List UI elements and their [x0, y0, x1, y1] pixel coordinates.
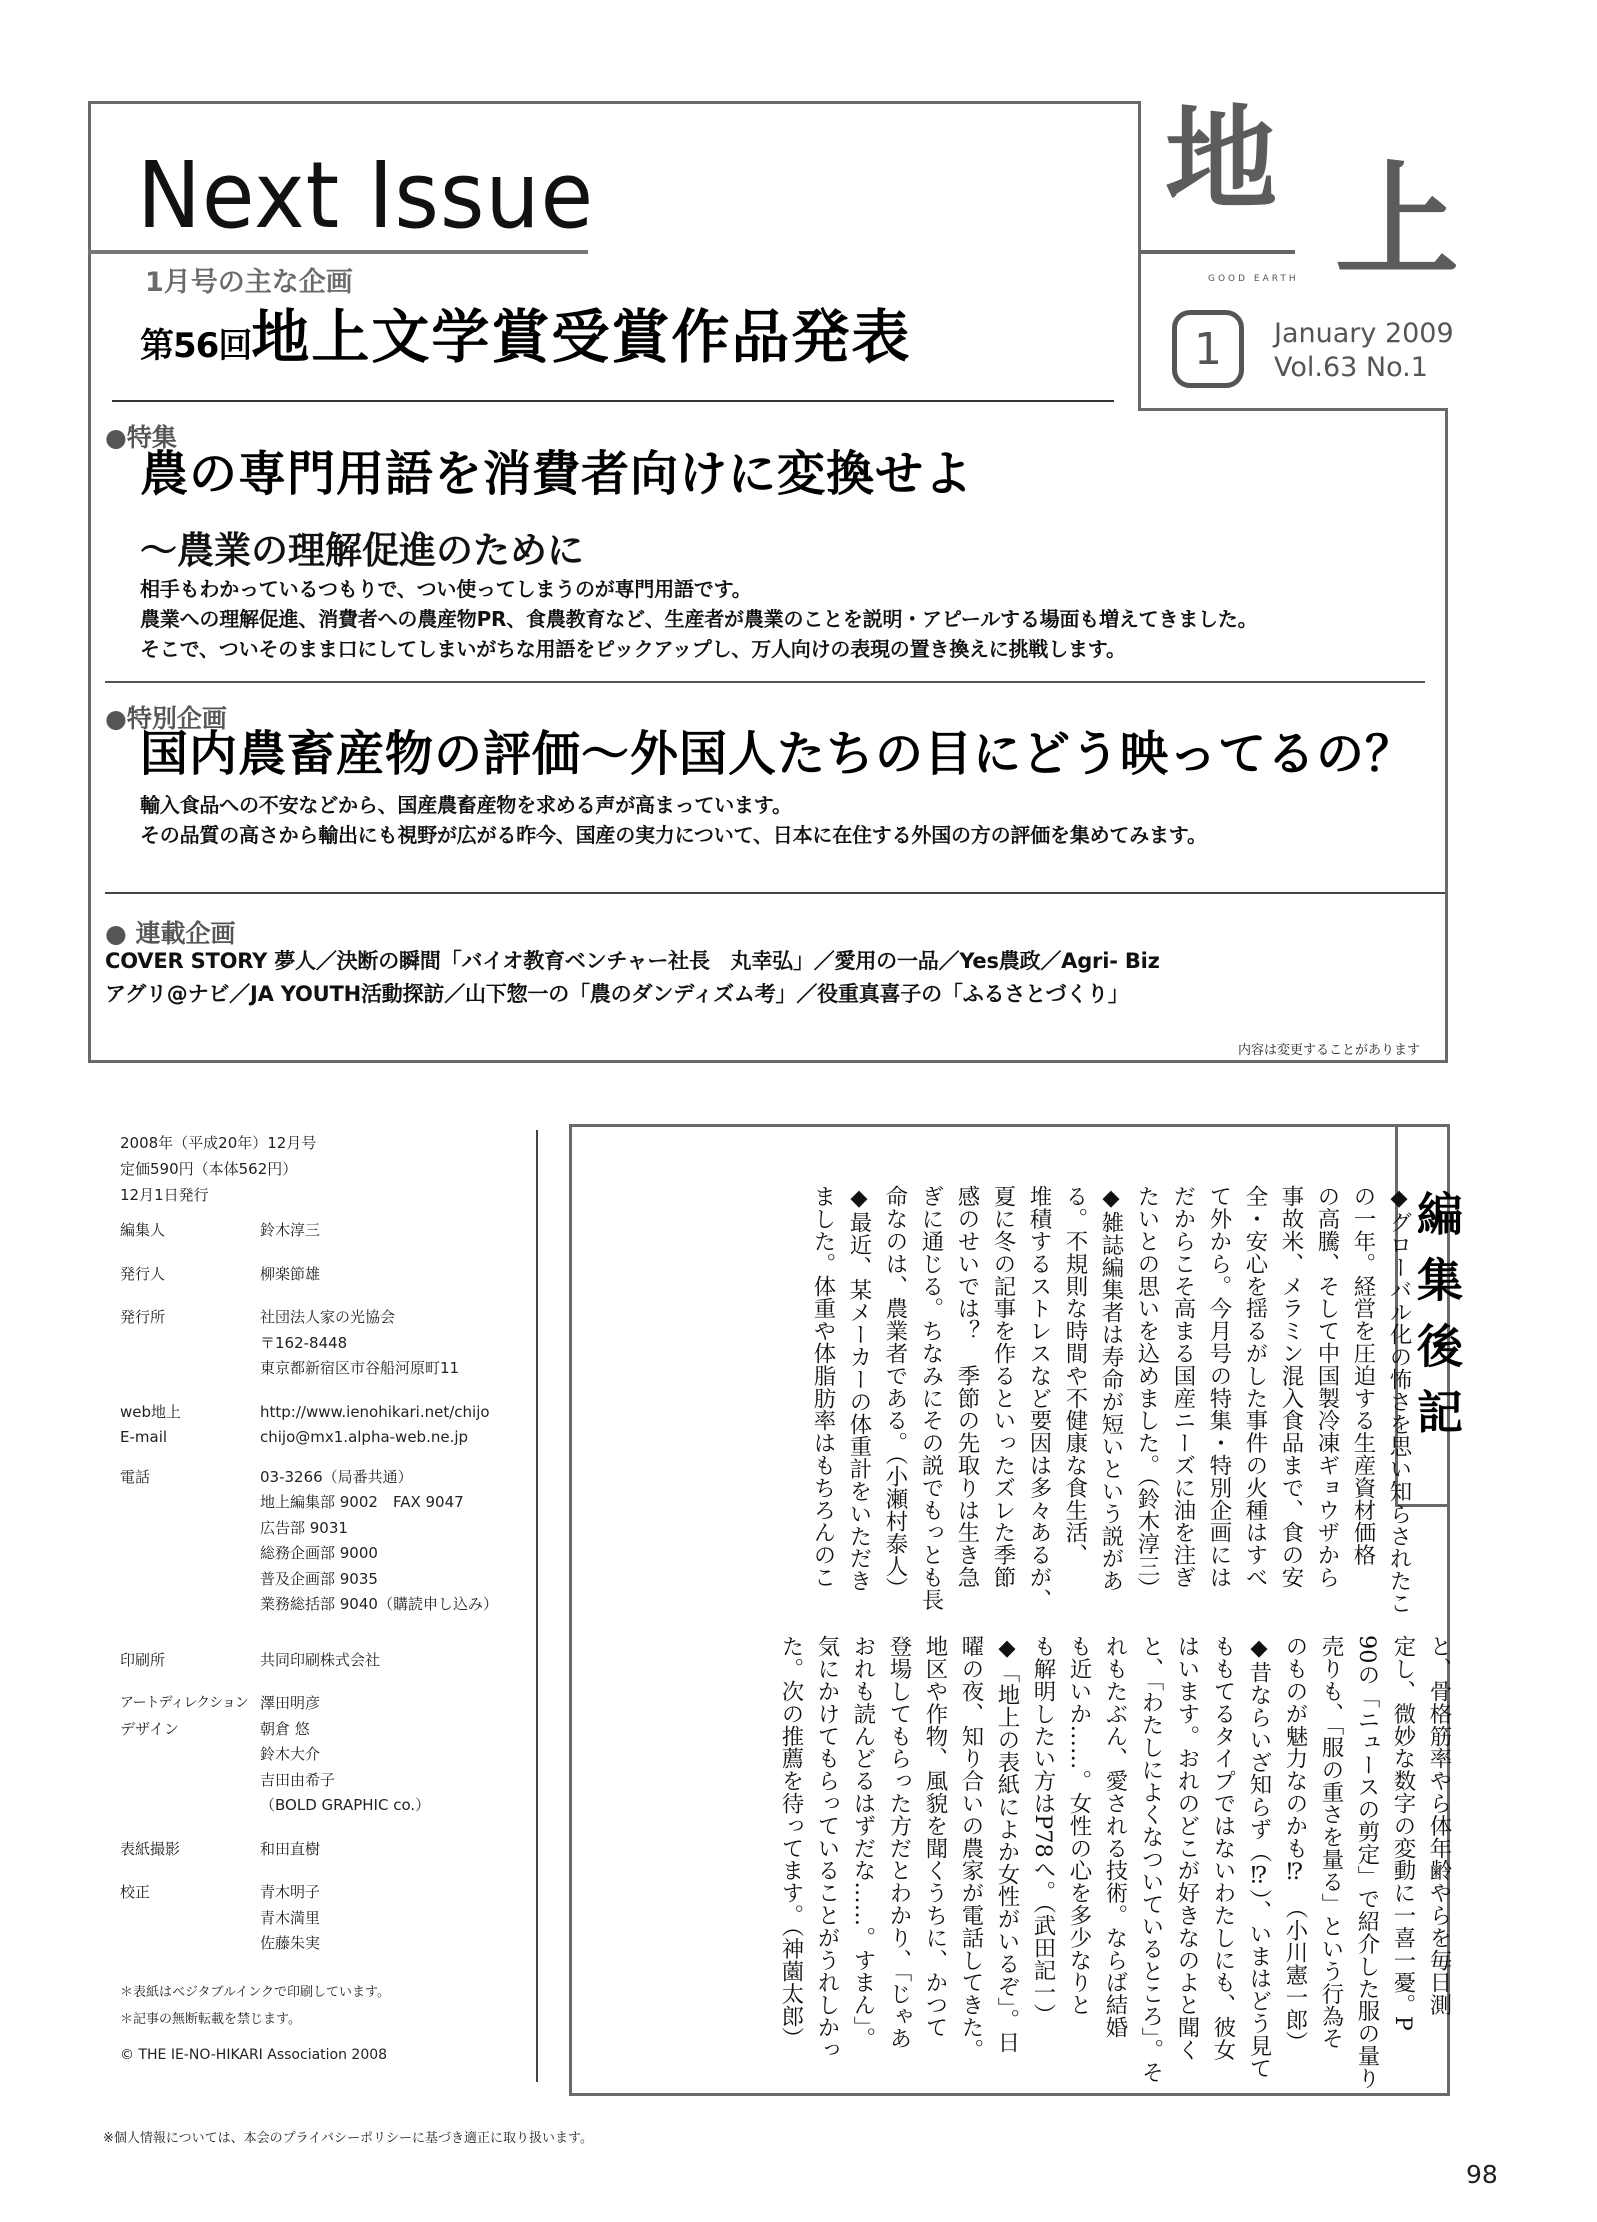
editorial-column: ◆昔ならいざ知らず（⁉）、いまはどう見て — [1246, 1635, 1272, 2079]
special-title: 国内農畜産物の評価～外国人たちの目にどう映ってるの？ — [140, 726, 1415, 782]
colophon-value: 吉田由希子 — [260, 1770, 336, 1789]
colophon-value: 総務企画部 9000 — [260, 1544, 378, 1562]
colophon-key: 校正 — [120, 1883, 151, 1901]
editorial-column: 登場してもらった方だとわかり、「じゃあ — [886, 1635, 912, 2050]
colophon-key: 電話 — [120, 1467, 151, 1486]
editorial-column: と、「わたしによくなついているところ」。そ — [1138, 1635, 1164, 2083]
logo-mark-jou: 上 — [1335, 150, 1460, 294]
colophon-value: 共同印刷株式会社 — [260, 1650, 381, 1669]
lead-heading — [140, 303, 912, 371]
colophon-value: （BOLD GRAPHIC co.） — [260, 1796, 431, 1814]
serial-body — [105, 945, 1160, 1011]
editorial-title: 編集後記 — [1410, 1190, 1464, 1454]
colophon-key: 発行人 — [120, 1264, 166, 1283]
lead-title: 地上文学賞受賞作品発表 — [251, 303, 912, 371]
colophon-values — [260, 1262, 540, 1288]
logo-brush-stroke — [1140, 250, 1295, 254]
colophon-row — [120, 1691, 540, 1717]
feature-body-line: 農業への理解促進、消費者への農産物PR、食農教育など、生産者が農業のことを説明・アピールする場面も増えてきました。 — [140, 607, 1258, 631]
colophon-row — [120, 1305, 540, 1382]
colophon-values — [260, 1305, 540, 1382]
colophon-value: 柳楽節雄 — [260, 1264, 321, 1283]
colophon-values — [260, 1400, 540, 1426]
editorial-column: 90の「ニュースの剪定」で紹介した服の量り — [1354, 1635, 1380, 2090]
editorial-column: 堆積するストレスなど要因は多々あるが、 — [1026, 1185, 1052, 1611]
privacy-note: ※個人情報については、本会のプライバシーポリシーに基づき適正に取り扱います。 — [103, 2131, 593, 2146]
feature-title: 農の専門用語を消費者向けに変換せよ — [140, 446, 974, 502]
editorial-column: 感のせいでは？ 季節の先取りは生き急 — [954, 1185, 980, 1589]
change-notice: 内容は変更することがあります — [1238, 1043, 1421, 1058]
colophon-value: 鈴木淳三 — [260, 1221, 321, 1239]
colophon-key: 編集人 — [120, 1221, 166, 1239]
colophon-key: E-mail — [120, 1428, 168, 1446]
colophon-value: 青木明子 — [260, 1883, 321, 1901]
colophon-key: web地上 — [120, 1402, 182, 1421]
feature-body-line: そこで、ついそのまま口にしてしまいがちな用語をピックアップし、万人向けの表現の置き換えに挑戦します。 — [140, 637, 1126, 661]
editorial-column: ◆「地上の表紙によか女性がいるぞ」。日 — [994, 1635, 1020, 2053]
colophon-row — [120, 1400, 540, 1426]
editorial-column: 曜の夜、知り合いの農家が電話してきた。 — [958, 1635, 984, 2061]
editorial-column: の高騰、そして中国製冷凍ギョウザから — [1314, 1185, 1340, 1589]
editorial-column: 地区や作物、風貌を聞くうちに、かつて — [922, 1635, 948, 2039]
editorial-column: たいとの思いを込めました。（鈴木淳三） — [1134, 1185, 1160, 1600]
colophon-values — [260, 1837, 540, 1863]
colophon-values — [260, 1465, 540, 1618]
special-label: ●特別企画 — [105, 704, 227, 733]
editorial-column: のものが魅力なのかも⁉ （小川憲一郎） — [1282, 1635, 1308, 2053]
serial-line: COVER STORY 夢人／決断の瞬間「バイオ教育ベンチャー社長 丸幸弘」／愛用の一品／Yes農政／Agri- Biz — [105, 949, 1160, 973]
editorial-column: た。次の推薦を待ってます。（神薗太郎） — [778, 1635, 804, 2050]
editorial-column: 事故米、メラミン混入食品まで、食の安 — [1278, 1185, 1304, 1589]
colophon-value: 東京都新宿区市谷船河原町11 — [260, 1359, 460, 1377]
colophon-value: 業務総括部 9040（購読申し込み） — [260, 1595, 498, 1613]
next-issue-title: Next Issue — [137, 142, 595, 249]
editorial-column: 命なのは、農業者である。（小瀬村泰人） — [882, 1185, 908, 1600]
page-number: 98 — [1466, 2160, 1498, 2189]
colophon-values — [260, 1425, 540, 1451]
colophon-rows — [120, 1218, 540, 1957]
special-divider — [105, 892, 1445, 894]
colophon-values — [260, 1218, 540, 1244]
colophon-row — [120, 1425, 540, 1451]
title-divider — [88, 250, 588, 254]
feature-subtitle: ～農業の理解促進のために — [140, 529, 584, 572]
colophon-row — [120, 1717, 540, 1819]
feature-label: ●特集 — [105, 423, 177, 452]
copyright: © THE IE-NO-HIKARI Association 2008 — [120, 2046, 388, 2063]
logo-mark-chi: 地 — [1165, 95, 1277, 225]
colophon-key: アートディレクション — [120, 1695, 248, 1711]
colophon-value: 地上編集部 9002 FAX 9047 — [260, 1493, 464, 1511]
colophon-values — [260, 1691, 540, 1717]
editorial-column: 気にかけてもらっていることがうれしかっ — [814, 1635, 840, 2061]
colophon-values — [260, 1717, 540, 1819]
colophon-note: ＊記事の無断転載を禁じます。 — [120, 2011, 301, 2027]
editorial-column: も解明したい方はP78へ。（武田記一） — [1030, 1635, 1056, 2026]
colophon-values — [260, 1648, 540, 1674]
editorial-column: ももてるタイプではないわたしにも、彼女 — [1210, 1635, 1236, 2061]
colophon-value: 普及企画部 9035 — [260, 1569, 378, 1588]
feature-divider — [105, 681, 1425, 683]
lead-prefix: 第56回 — [140, 326, 252, 366]
editorial-column: はいます。おれのどこが好きなのよと聞く — [1174, 1635, 1200, 2061]
serial-label: ● 連載企画 — [105, 919, 236, 948]
colophon-row — [120, 1648, 540, 1674]
colophon-value: 〒162-8448 — [260, 1333, 348, 1352]
logo-subtitle: GOOD EARTH — [1208, 274, 1299, 284]
editorial-column: ◆雑誌編集者は寿命が短いという説があ — [1098, 1185, 1124, 1592]
colophon — [120, 1130, 540, 2063]
colophon-row — [120, 1218, 540, 1244]
colophon-value: 鈴木大介 — [260, 1745, 321, 1763]
colophon-value: 澤田明彦 — [260, 1694, 321, 1712]
colophon-value: http://www.ienohikari.net/chijo — [260, 1402, 490, 1421]
colophon-value: 和田直樹 — [260, 1839, 321, 1858]
editorial-column: も近いか……。女性の心を多少なりと — [1066, 1635, 1092, 2016]
editorial-column: 売りも、「服の重さを量る」という行為そ — [1318, 1635, 1344, 2050]
colophon-key: デザイン — [120, 1719, 179, 1738]
colophon-value: 広告部 9031 — [260, 1518, 348, 1537]
colophon-value: 佐藤朱実 — [260, 1934, 321, 1952]
editorial-column: と、骨格筋率やら体年齢やらを毎日測 — [1426, 1635, 1452, 2016]
special-body-line: 輸入食品への不安などから、国産農畜産物を求める声が高まっています。 — [140, 793, 792, 817]
editorial-lower-text — [773, 1635, 1457, 2090]
colophon-key: 発行所 — [120, 1308, 166, 1326]
editorial-column: て外から。今月号の特集・特別企画には — [1206, 1185, 1232, 1589]
colophon-key: 表紙撮影 — [120, 1839, 181, 1858]
colophon-values — [260, 1880, 540, 1957]
colophon-header-line: 12月1日発行 — [120, 1186, 209, 1204]
colophon-key: 印刷所 — [120, 1650, 166, 1669]
editorial-column: 定し、微妙な数字の変動に一喜一憂。P — [1390, 1635, 1416, 2031]
colophon-value: 青木満里 — [260, 1908, 321, 1927]
editorial-column: れもたぶん、愛される技術。ならば結婚 — [1102, 1635, 1128, 2039]
editorial-column: おれも読んどるはずだな……。すまん」。 — [850, 1635, 876, 2050]
colophon-value: 朝倉 悠 — [260, 1719, 310, 1738]
editorial-upper-text — [805, 1185, 1417, 1615]
colophon-value: 社団法人家の光協会 — [260, 1308, 396, 1326]
colophon-row — [120, 1465, 540, 1618]
feature-body-line: 相手もわかっているつもりで、つい使ってしまうのが専門用語です。 — [140, 577, 752, 601]
colophon-row — [120, 1880, 540, 1957]
colophon-note: ＊表紙はベジタブルインクで印刷しています。 — [120, 1984, 391, 2000]
colophon-row — [120, 1262, 540, 1288]
editorial-column: ました。体重や体脂肪率はもちろんのこ — [810, 1185, 836, 1589]
special-body-line: その品質の高さから輸出にも視野が広がる昨今、国産の実力について、日本に在住する外国の方の評価を集めてみます。 — [140, 823, 1207, 847]
colophon-divider — [536, 1130, 538, 2082]
editorial-column: 夏に冬の記事を作るといったズレた季節 — [990, 1185, 1016, 1589]
issue-number-badge: 1 — [1172, 310, 1244, 388]
editorial-column: ◆最近、某メーカーの体重計をいただき — [846, 1185, 872, 1592]
editorial-column: る。不規則な時間や不健康な食生活、 — [1062, 1185, 1088, 1566]
serial-line: アグリ@ナビ／JA YOUTH活動探訪／山下惣一の「農のダンディズム考」／役重真喜子の「ふるさとづくり」 — [105, 982, 1129, 1006]
feature-body — [140, 574, 1257, 664]
issue-volume: Vol.63 No.1 — [1274, 352, 1428, 383]
colophon-header-line: 2008年（平成20年）12月号 — [120, 1134, 317, 1152]
editorial-column: 全・安心を揺るがした事件の火種はすべ — [1242, 1185, 1268, 1589]
colophon-row — [120, 1837, 540, 1863]
editorial-column: の一年。経営を圧迫する生産資材価格 — [1350, 1185, 1376, 1566]
editorial-column: ぎに通じる。ちなみにその説でもっとも長 — [918, 1185, 944, 1611]
colophon-value: 03-3266（局番共通） — [260, 1467, 413, 1486]
issue-subtitle: 1月号の主な企画 — [145, 267, 353, 298]
colophon-header-line: 定価590円（本体562円） — [120, 1160, 298, 1178]
colophon-value: chijo@mx1.alpha-web.ne.jp — [260, 1428, 469, 1446]
lead-divider — [112, 400, 1114, 402]
special-body — [140, 790, 1207, 850]
editorial-column: ◆グローバル化の怖さを思い知らされたこ — [1386, 1185, 1412, 1615]
editorial-column: だからこそ高まる国産ニーズに油を注ぎ — [1170, 1185, 1196, 1589]
issue-date: January 2009 — [1274, 318, 1454, 349]
